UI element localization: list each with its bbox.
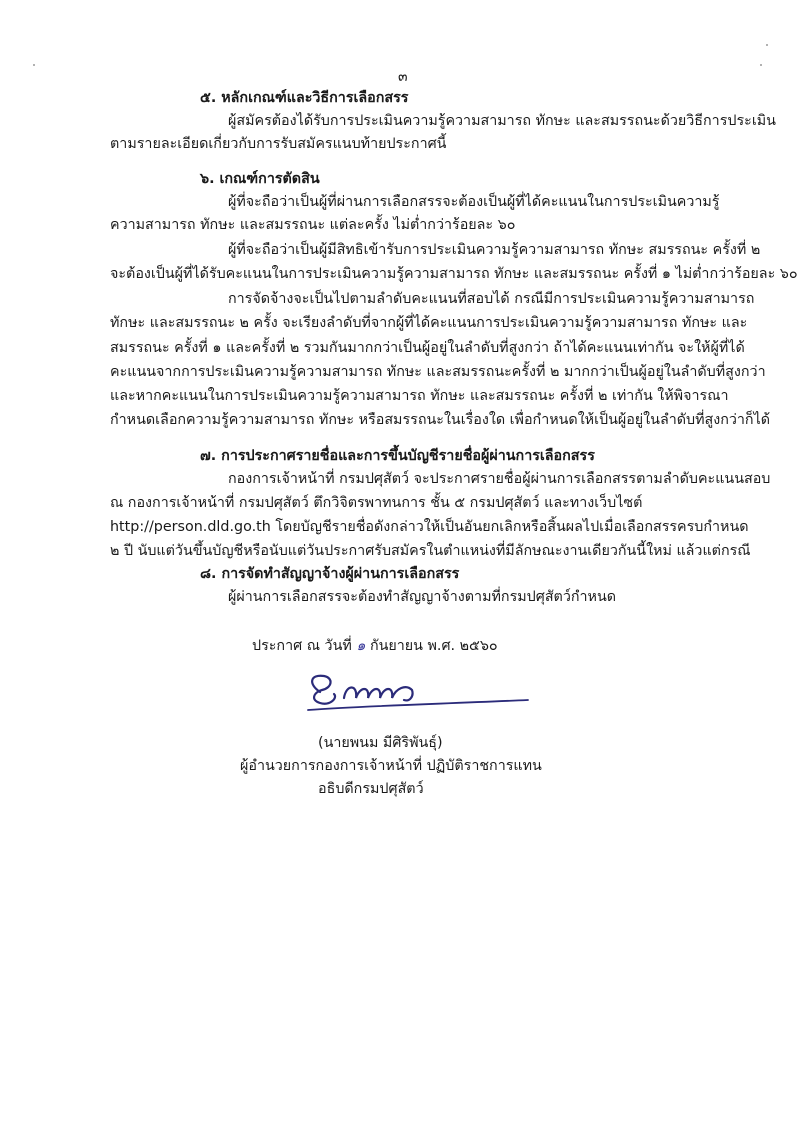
section-6-line: ทักษะ และสมรรถนะ ๒ ครั้ง จะเรียงลำดับที่จากผู้ที่ได้คะแนนการประเมินความรู้ความสามารถ ทักษะ และ xyxy=(110,315,748,331)
announcement-day: ๑ xyxy=(356,638,366,654)
section-8-heading: ๘. การจัดทำสัญญาจ้างผู้ผ่านการเลือกสรร xyxy=(200,566,460,582)
section-6-line: การจัดจ้างจะเป็นไปตามลำดับคะแนนที่สอบได้ กรณีมีการประเมินความรู้ความสามารถ xyxy=(228,291,755,307)
section-6-line: คะแนนจากการประเมินความรู้ความสามารถ ทักษะ และสมรรถนะครั้งที่ ๒ มากกว่าเป็นผู้อยู่ในลำดับที่สูงกว่า xyxy=(110,364,766,380)
section-6-line: ผู้ที่จะถือว่าเป็นผู้มีสิทธิเข้ารับการประเมินความรู้ความสามารถ ทักษะ สมรรถนะ ครั้งที่ ๒ xyxy=(228,242,761,258)
section-6-line: กำหนดเลือกความรู้ความสามารถ ทักษะ หรือสมรรถนะในเรื่องใด เพื่อกำหนดให้เป็นผู้อยู่ในลำดับที่สูงกว่าก็ได้ xyxy=(110,412,771,428)
section-6-line: สมรรถนะ ครั้งที่ ๑ และครั้งที่ ๒ รวมกันมากกว่าเป็นผู้อยู่ในลำดับที่สูงกว่า ถ้าได้คะแนนเท่ากัน จะให้ผู้ที่ได้ xyxy=(110,340,745,356)
page-number: ๓ xyxy=(398,69,408,85)
section-6-heading: ๖. เกณฑ์การตัดสิน xyxy=(200,171,320,187)
section-5-line: ผู้สมัครต้องได้รับการประเมินความรู้ความสามารถ ทักษะ และสมรรถนะด้วยวิธีการประเมิน xyxy=(228,113,776,129)
scan-speck xyxy=(33,64,35,66)
section-7-line: ณ กองการเจ้าหน้าที่ กรมปศุสัตว์ ตึกวิจิตรพาทนการ ชั้น ๕ กรมปศุสัตว์ และทางเว็บไซต์ xyxy=(110,495,643,511)
announcement-date xyxy=(252,636,498,656)
section-5-heading: ๕. หลักเกณฑ์และวิธีการเลือกสรร xyxy=(200,90,409,106)
announcement-month-year: กันยายน พ.ศ. ๒๕๖๐ xyxy=(369,638,498,654)
signer-name: (นายพนม มีศิริพันธุ์) xyxy=(318,735,443,751)
announcement-prefix: ประกาศ ณ วันที่ xyxy=(252,638,352,654)
section-7-heading: ๗. การประกาศรายชื่อและการขึ้นบัญชีรายชื่อผู้ผ่านการเลือกสรร xyxy=(200,448,595,464)
section-6-line: ผู้ที่จะถือว่าเป็นผู้ที่ผ่านการเลือกสรรจะต้องเป็นผู้ที่ได้คะแนนในการประเมินความรู้ xyxy=(228,194,720,210)
scan-speck xyxy=(760,64,762,66)
handwritten-signature xyxy=(300,670,530,720)
scan-speck xyxy=(766,44,768,46)
section-6-line: ความสามารถ ทักษะ และสมรรถนะ แต่ละครั้ง ไม่ต่ำกว่าร้อยละ ๖๐ xyxy=(110,217,516,233)
section-7-line: ๒ ปี นับแต่วันขึ้นบัญชีหรือนับแต่วันประกาศรับสมัครในตำแหน่งที่มีลักษณะงานเดียวกันนี้ใหม่ แล้วแต่กรณี xyxy=(110,543,751,559)
section-6-line: จะต้องเป็นผู้ที่ได้รับคะแนนในการประเมินความรู้ความสามารถ ทักษะ และสมรรถนะ ครั้งที่ ๑ ไม่ต่ำกว่าร้อยละ ๖๐ xyxy=(110,266,798,282)
signer-title: ผู้อำนวยการกองการเจ้าหน้าที่ ปฏิบัติราชการแทน xyxy=(240,758,542,774)
section-7-line: http://person.dld.go.th โดยบัญชีรายชื่อดังกล่าวให้เป็นอันยกเลิกหรือสิ้นผลไปเมื่อเลือกสรรครบกำหนด xyxy=(110,519,749,535)
section-6-line: และหากคะแนนในการประเมินความรู้ความสามารถ ทักษะ และสมรรถนะ ครั้งที่ ๒ เท่ากัน ให้พิจารณา xyxy=(110,388,729,404)
signer-organization: อธิบดีกรมปศุสัตว์ xyxy=(318,781,424,797)
section-7-line: กองการเจ้าหน้าที่ กรมปศุสัตว์ จะประกาศรายชื่อผู้ผ่านการเลือกสรรตามลำดับคะแนนสอบ xyxy=(228,471,771,487)
section-5-line: ตามรายละเอียดเกี่ยวกับการรับสมัครแนบท้ายประกาศนี้ xyxy=(110,136,447,152)
section-8-line: ผู้ผ่านการเลือกสรรจะต้องทำสัญญาจ้างตามที่กรมปศุสัตว์กำหนด xyxy=(228,589,617,605)
